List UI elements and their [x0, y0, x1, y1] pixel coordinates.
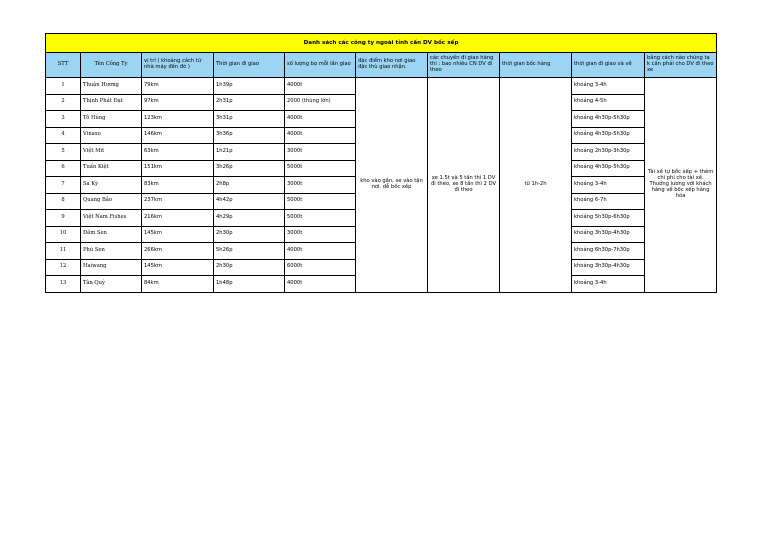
- header-location[interactable]: vị trí ( khoảng cách từ nhà máy đến đó ): [142, 53, 214, 78]
- cell-company[interactable]: Tân Quý: [81, 276, 142, 293]
- cell-delivery-time[interactable]: 1h39p: [214, 78, 285, 95]
- cell-stt[interactable]: 5: [46, 144, 81, 161]
- cell-round-trip[interactable]: khoảng 4-5h: [572, 94, 645, 111]
- cell-round-trip[interactable]: khoảng 6-7h: [572, 193, 645, 210]
- cell-round-trip[interactable]: khoảng 3-4h: [572, 177, 645, 194]
- cell-delivery-time[interactable]: 4h42p: [214, 193, 285, 210]
- header-quantity[interactable]: số lượng bọ mỗi lần giao: [285, 53, 356, 78]
- cell-location[interactable]: 83km: [142, 177, 214, 194]
- cell-stt[interactable]: 1: [46, 78, 81, 95]
- cell-company[interactable]: Vinaxo: [81, 127, 142, 144]
- cell-location[interactable]: 145km: [142, 226, 214, 243]
- cell-quantity[interactable]: 4000t: [285, 276, 356, 293]
- cell-round-trip[interactable]: khoảng 5h30p-6h30p: [572, 210, 645, 227]
- cell-stt[interactable]: 7: [46, 177, 81, 194]
- cell-company[interactable]: Phú Sen: [81, 243, 142, 260]
- cell-delivery-time[interactable]: 2h30p: [214, 226, 285, 243]
- cell-stt[interactable]: 13: [46, 276, 81, 293]
- cell-company[interactable]: Việt Mit: [81, 144, 142, 161]
- header-loading-time[interactable]: thời gian bốc hàng: [500, 53, 572, 78]
- cell-company[interactable]: Quang Bảo: [81, 193, 142, 210]
- cell-stt[interactable]: 6: [46, 160, 81, 177]
- cell-delivery-time[interactable]: 1h48p: [214, 276, 285, 293]
- cell-delivery-time[interactable]: 1h21p: [214, 144, 285, 161]
- cell-warehouse-merged[interactable]: kho vào gần, xe vào tận nơi. dễ bốc xếp: [356, 78, 428, 293]
- header-row: [46, 53, 717, 78]
- cell-round-trip[interactable]: khoảng 4h30p-5h30p: [572, 127, 645, 144]
- sheet-title[interactable]: Danh sách các công ty ngoài tỉnh cần DV bốc xếp: [46, 34, 717, 53]
- table-body: [46, 78, 717, 293]
- cell-cost-merged[interactable]: Tài xế tự bốc xếp + thêm chi phí cho tài xế. Thưởng lương với khách hàng về bốc xếp hàng hóa: [645, 78, 717, 293]
- cell-quantity[interactable]: 2000 (thùng lớn): [285, 94, 356, 111]
- cell-company[interactable]: Tô Hùng: [81, 111, 142, 128]
- table-row: [46, 78, 717, 95]
- header-warehouse[interactable]: đặc điểm kho nơi giao đặc thù giao nhận.: [356, 53, 428, 78]
- cell-quantity[interactable]: 3000t: [285, 177, 356, 194]
- cell-round-trip[interactable]: khoảng 3h30p-4h30p: [572, 226, 645, 243]
- cell-stt[interactable]: 9: [46, 210, 81, 227]
- cell-quantity[interactable]: 5000t: [285, 210, 356, 227]
- cell-stt[interactable]: 12: [46, 259, 81, 276]
- cell-delivery-time[interactable]: 2h8p: [214, 177, 285, 194]
- cell-quantity[interactable]: 3000t: [285, 144, 356, 161]
- cell-stt[interactable]: 2: [46, 94, 81, 111]
- cell-stt[interactable]: 8: [46, 193, 81, 210]
- cell-quantity[interactable]: 4000t: [285, 78, 356, 95]
- cell-location[interactable]: 79km: [142, 78, 214, 95]
- cell-company[interactable]: Đầm Sen: [81, 226, 142, 243]
- cell-company[interactable]: Thịnh Phát Đạt: [81, 94, 142, 111]
- cell-location[interactable]: 146km: [142, 127, 214, 144]
- header-cost[interactable]: bằng cách nào chúng ta k cần phải cho DV đi theo xe: [645, 53, 717, 78]
- cell-location[interactable]: 145km: [142, 259, 214, 276]
- header-round-trip[interactable]: thời gian đi giao và về: [572, 53, 645, 78]
- cell-quantity[interactable]: 4000t: [285, 127, 356, 144]
- cell-location[interactable]: 266km: [142, 243, 214, 260]
- cell-company[interactable]: Tuấn Kiệt: [81, 160, 142, 177]
- cell-company[interactable]: Việt Nam Fishes: [81, 210, 142, 227]
- cell-delivery-time[interactable]: 2h30p: [214, 259, 285, 276]
- cell-location[interactable]: 97km: [142, 94, 214, 111]
- cell-location[interactable]: 151km: [142, 160, 214, 177]
- cell-stt[interactable]: 10: [46, 226, 81, 243]
- spreadsheet-table: [45, 33, 717, 293]
- cell-round-trip[interactable]: khoảng 6h30p-7h30p: [572, 243, 645, 260]
- cell-quantity[interactable]: 3000t: [285, 226, 356, 243]
- cell-stt[interactable]: 4: [46, 127, 81, 144]
- cell-quantity[interactable]: 5000t: [285, 160, 356, 177]
- cell-trips-merged[interactable]: xe 1.5t và 5 tấn thì 1 DV đi theo, xe 8 tấn thì 2 DV đi theo: [428, 78, 500, 293]
- cell-location[interactable]: 63km: [142, 144, 214, 161]
- cell-stt[interactable]: 11: [46, 243, 81, 260]
- cell-round-trip[interactable]: khoảng 4h30p-5h30p: [572, 160, 645, 177]
- header-delivery-time[interactable]: Thời gian đi giao: [214, 53, 285, 78]
- header-stt[interactable]: STT: [46, 53, 81, 78]
- cell-location[interactable]: 84km: [142, 276, 214, 293]
- cell-delivery-time[interactable]: 3h36p: [214, 127, 285, 144]
- cell-location[interactable]: 216km: [142, 210, 214, 227]
- cell-delivery-time[interactable]: 2h31p: [214, 94, 285, 111]
- cell-quantity[interactable]: 4000t: [285, 111, 356, 128]
- cell-round-trip[interactable]: khoảng 3-4h: [572, 78, 645, 95]
- cell-round-trip[interactable]: khoảng 3-4h: [572, 276, 645, 293]
- header-trips[interactable]: các chuyến đi giao hàng thì : bao nhiêu CN DV đi theo: [428, 53, 500, 78]
- cell-stt[interactable]: 3: [46, 111, 81, 128]
- cell-delivery-time[interactable]: 4h29p: [214, 210, 285, 227]
- cell-company[interactable]: Thuận Hương: [81, 78, 142, 95]
- cell-round-trip[interactable]: khoảng 2h30p-3h30p: [572, 144, 645, 161]
- cell-location[interactable]: 123km: [142, 111, 214, 128]
- cell-quantity[interactable]: 5000t: [285, 193, 356, 210]
- cell-quantity[interactable]: 4000t: [285, 243, 356, 260]
- cell-round-trip[interactable]: khoảng 3h30p-4h30p: [572, 259, 645, 276]
- cell-delivery-time[interactable]: 5h26p: [214, 243, 285, 260]
- header-company[interactable]: Tên Công Ty: [81, 53, 142, 78]
- cell-company[interactable]: Haiwang: [81, 259, 142, 276]
- cell-quantity[interactable]: 6000t: [285, 259, 356, 276]
- cell-round-trip[interactable]: khoảng 4h30p-5h30p: [572, 111, 645, 128]
- cell-location[interactable]: 237km: [142, 193, 214, 210]
- cell-company[interactable]: Sa Kỳ: [81, 177, 142, 194]
- cell-delivery-time[interactable]: 3h26p: [214, 160, 285, 177]
- cell-delivery-time[interactable]: 3h31p: [214, 111, 285, 128]
- cell-loading-time-merged[interactable]: từ 1h-2h: [500, 78, 572, 293]
